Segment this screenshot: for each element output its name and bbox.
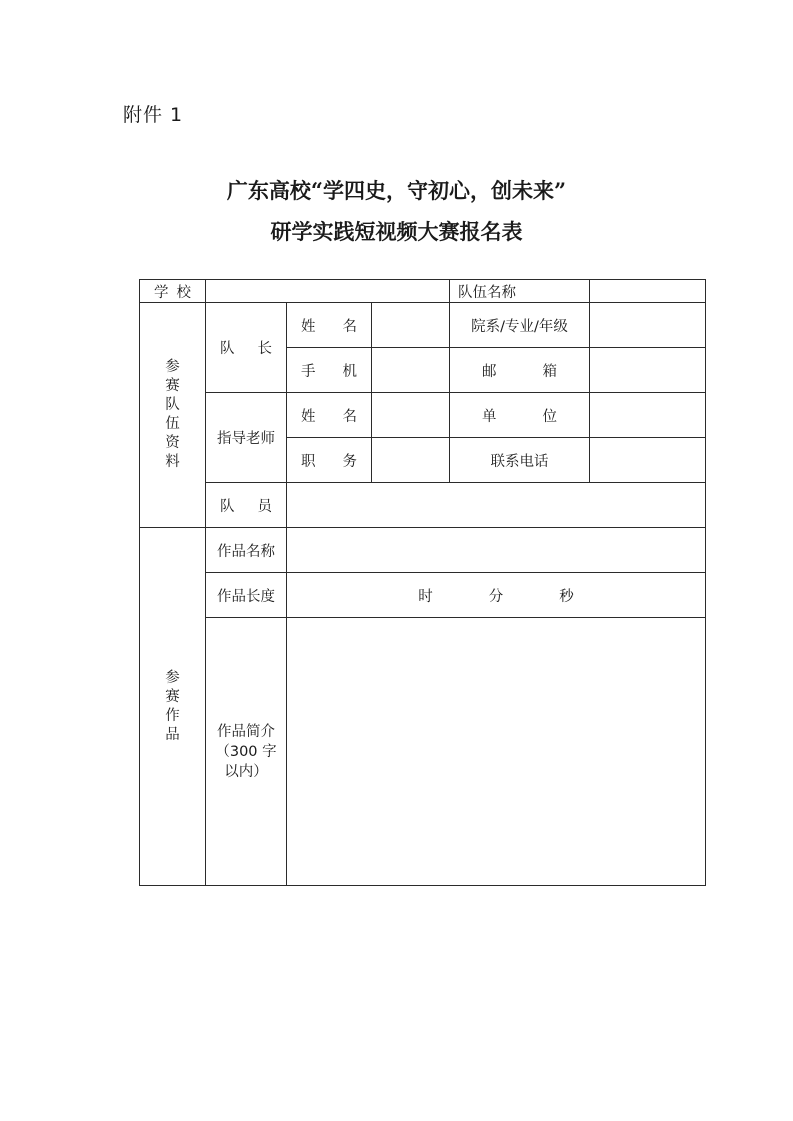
intro-label: 作品简介 （300 字 以内） [206, 618, 287, 886]
advisor-position-field[interactable] [372, 438, 450, 483]
captain-dept-label: 院系/专业/年级 [450, 303, 590, 348]
advisor-name-field[interactable] [372, 393, 450, 438]
work-name-label: 作品名称 [206, 528, 287, 573]
work-name-field[interactable] [287, 528, 706, 573]
attachment-label: 附件 1 [123, 104, 184, 126]
form-title-line1: 广东高校“学四史，守初心，创未来” [226, 178, 567, 203]
advisor-contact-label: 联系电话 [450, 438, 590, 483]
captain-dept-field[interactable] [590, 303, 706, 348]
captain-email-label: 邮 箱 [450, 348, 590, 393]
work-length-field[interactable] [287, 573, 706, 618]
school-label-cell: 学 校 [140, 280, 206, 303]
second-unit: 秒 [559, 588, 574, 605]
team-name-field[interactable] [590, 280, 706, 303]
intro-field[interactable] [287, 618, 706, 886]
captain-phone-label: 手 机 [287, 348, 372, 393]
captain-label: 队 长 [206, 303, 287, 393]
advisor-contact-field[interactable] [590, 438, 706, 483]
minute-unit: 分 [488, 588, 504, 605]
members-label: 队 员 [206, 483, 287, 528]
work-length-label: 作品长度 [206, 573, 287, 618]
entry-section-label: 参赛作品 [140, 528, 206, 886]
hour-unit: 时 [418, 588, 433, 605]
members-field[interactable] [287, 483, 706, 528]
captain-name-label: 姓 名 [287, 303, 372, 348]
captain-phone-field[interactable] [372, 348, 450, 393]
team-name-label: 队伍名称 [450, 280, 590, 303]
advisor-label: 指导老师 [206, 393, 287, 483]
school-value-field[interactable] [206, 280, 450, 303]
advisor-unit-label: 单 位 [450, 393, 590, 438]
registration-form-table [139, 279, 706, 886]
advisor-name-label: 姓 名 [287, 393, 372, 438]
form-title-line2: 研学实践短视频大赛报名表 [270, 219, 523, 244]
captain-name-field[interactable] [372, 303, 450, 348]
advisor-unit-field[interactable] [590, 393, 706, 438]
team-info-section-label: 参赛队伍资料 [140, 303, 206, 528]
advisor-position-label: 职 务 [287, 438, 372, 483]
captain-email-field[interactable] [590, 348, 706, 393]
